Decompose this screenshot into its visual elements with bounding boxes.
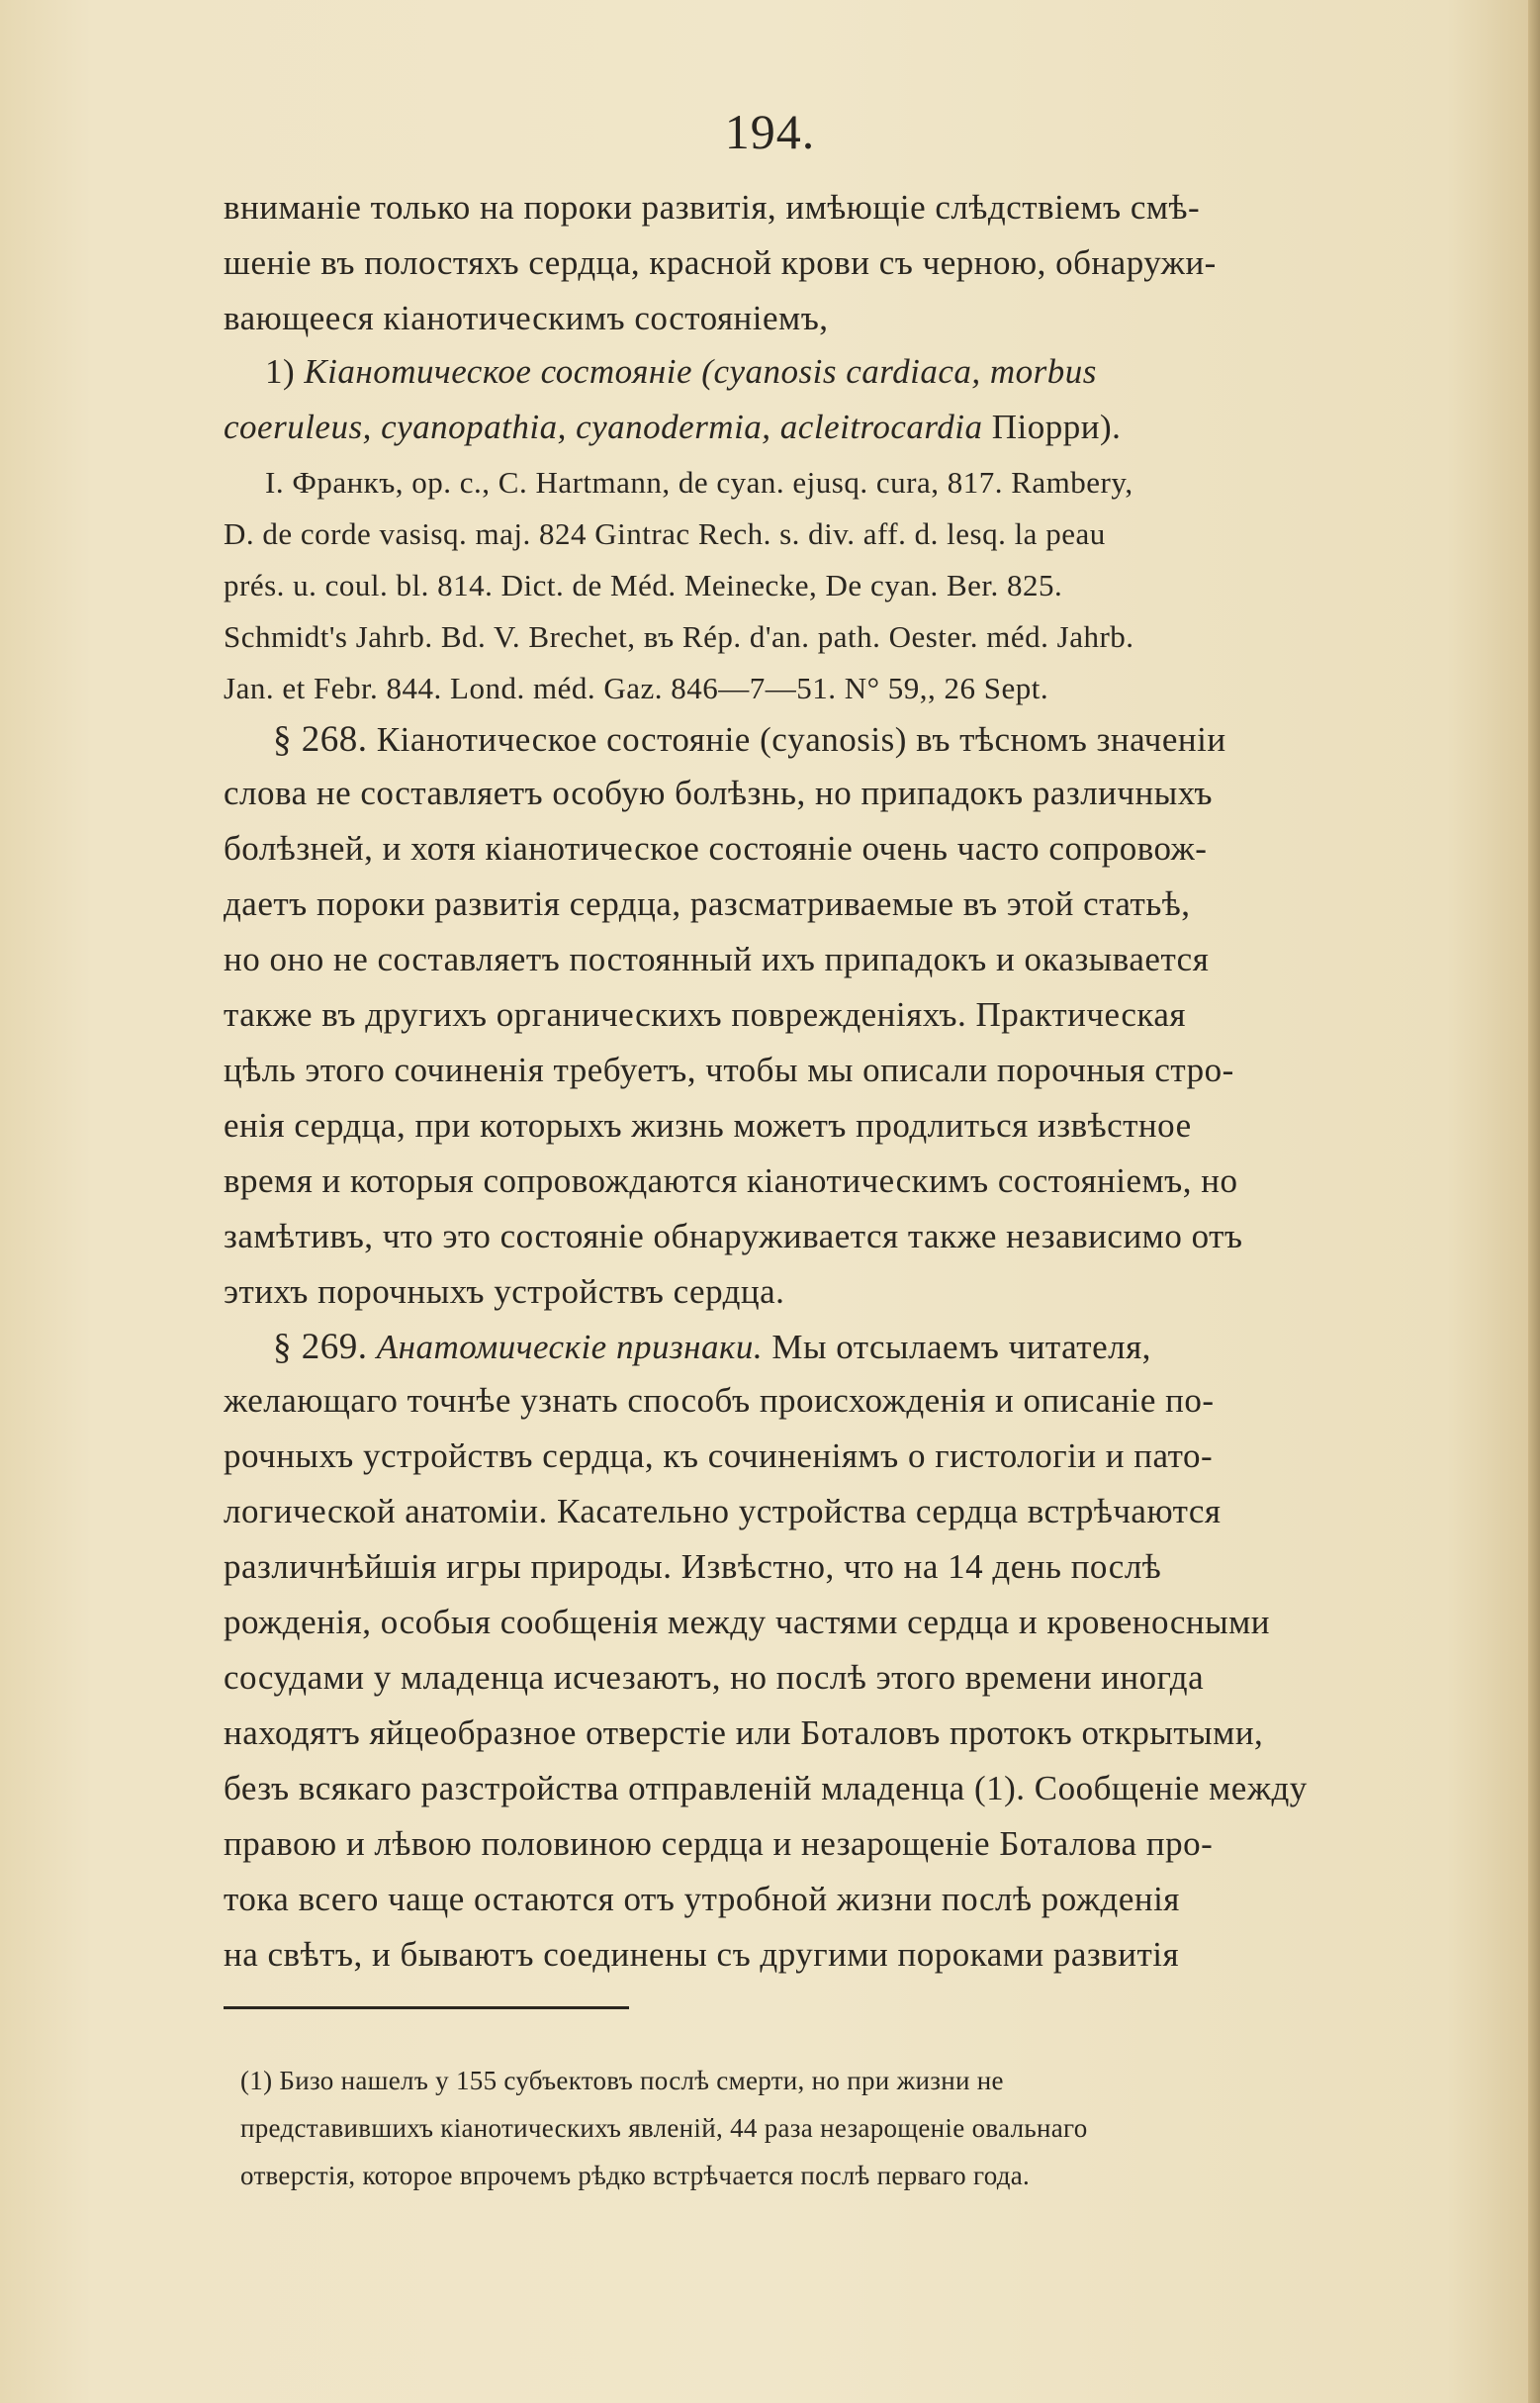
cyanosis-synonyms-line xyxy=(265,352,1442,392)
text-line: рочныхъ устройствъ сердца, къ сочиненіямъ о гистологіи и пато- xyxy=(224,1436,1214,1475)
text-line: тока всего чаще остаются отъ утробной жизни послѣ рожденія xyxy=(224,1880,1180,1918)
text-line: рожденія, особыя сообщенія между частями сердца и кровеносными xyxy=(224,1603,1271,1641)
footnote-line: отверстія, которое впрочемъ рѣдко встрѣчается послѣ перваго года. xyxy=(240,2161,1031,2190)
reference-line: I. Франкъ, op. c., C. Hartmann, de cyan. ejusq. cura, 817. Rambery, xyxy=(265,465,1133,500)
text-line: болѣзней, и хотя кіанотическое состояніе очень часто сопровож- xyxy=(224,829,1208,868)
section-268-first-line xyxy=(273,718,1442,761)
text-line: этихъ порочныхъ устройствъ сердца. xyxy=(224,1272,785,1311)
section-text: Мы отсылаемъ читателя, xyxy=(771,1328,1151,1366)
text-line: желающаго точнѣе узнать способъ происхожденія и описаніе по- xyxy=(224,1381,1215,1420)
footnote-rule xyxy=(224,2006,629,2009)
text-line: замѣтивъ, что это состояніе обнаруживается также независимо отъ xyxy=(224,1217,1243,1255)
text-line: на свѣтъ, и бываютъ соединены съ другими пороками развитія xyxy=(224,1935,1180,1974)
italic-term: coeruleus, cyanopathia, cyanodermia, acleitrocardia xyxy=(224,408,983,446)
text-line: енія сердца, при которыхъ жизнь можетъ продлиться извѣстное xyxy=(224,1106,1192,1145)
text-line: логической анатоміи. Касательно устройства сердца встрѣчаются xyxy=(224,1492,1222,1530)
text-line: но оно не составляетъ постоянный ихъ припадокъ и оказывается xyxy=(224,940,1210,978)
list-number: 1) xyxy=(265,352,296,391)
page-edge xyxy=(1528,0,1540,2403)
page-number: 194. xyxy=(724,104,816,159)
text-line: также въ другихъ органическихъ поврежденіяхъ. Практическая xyxy=(224,995,1187,1034)
italic-term: Кіанотическое состояніе (cyanosis cardiaca, morbus xyxy=(304,352,1097,391)
text-line: различнѣйшія игры природы. Извѣстно, что на 14 день послѣ xyxy=(224,1547,1162,1586)
text-line: находятъ яйцеобразное отверстіе или Боталовъ протокъ открытыми, xyxy=(224,1713,1264,1752)
section-269-first-line xyxy=(273,1326,1442,1368)
reference-line: Jan. et Febr. 844. Lond. méd. Gaz. 846—7—51. N° 59,, 26 Sept. xyxy=(224,671,1049,705)
text-line: даетъ пороки развитія сердца, разсматриваемые въ этой статьѣ, xyxy=(224,884,1191,923)
text-line: сосудами у младенца исчезаютъ, но послѣ этого времени иногда xyxy=(224,1658,1205,1697)
text-line: время и которыя сопровождаются кіанотическимъ состояніемъ, но xyxy=(224,1161,1238,1200)
text-line: цѣль этого сочиненія требуетъ, чтобы мы описали порочныя стро- xyxy=(224,1051,1234,1089)
section-number: § 268. xyxy=(273,719,368,760)
text-line: безъ всякаго разстройства отправленій младенца (1). Сообщеніе между xyxy=(224,1769,1308,1807)
text-line: шеніе въ полостяхъ сердца, красной крови съ черною, обнаружи- xyxy=(224,243,1217,282)
reference-line: prés. u. coul. bl. 814. Dict. de Méd. Meinecke, De cyan. Ber. 825. xyxy=(224,568,1063,602)
section-heading: Анатомическіе признаки. xyxy=(376,1328,764,1366)
footnote-line: (1) Бизо нашелъ у 155 субъектовъ послѣ смерти, но при жизни не xyxy=(240,2066,1004,2095)
section-text: Кіанотическое состояніе (cyanosis) въ тѣсномъ значеніи xyxy=(376,720,1226,759)
cyanosis-synonyms-line xyxy=(224,408,1442,447)
reference-line: D. de corde vasisq. maj. 824 Gintrac Rech. s. div. aff. d. lesq. la peau xyxy=(224,516,1106,551)
text-line: вниманіе только на пороки развитія, имѣющіе слѣдствіемъ смѣ- xyxy=(224,188,1201,227)
text-line: правою и лѣвою половиною сердца и незарощеніе Боталова про- xyxy=(224,1824,1214,1863)
author-name: Піорри). xyxy=(991,408,1122,446)
section-number: § 269. xyxy=(273,1327,368,1367)
footnote-line: представившихъ кіанотическихъ явленій, 44 раза незарощеніе овальнаго xyxy=(240,2113,1088,2143)
text-line: слова не составляетъ особую болѣзнь, но припадокъ различныхъ xyxy=(224,774,1214,812)
reference-line: Schmidt's Jahrb. Bd. V. Brechet, въ Rép. d'an. path. Oester. méd. Jahrb. xyxy=(224,619,1134,654)
text-line: вающееся кіанотическимъ состояніемъ, xyxy=(224,299,829,337)
